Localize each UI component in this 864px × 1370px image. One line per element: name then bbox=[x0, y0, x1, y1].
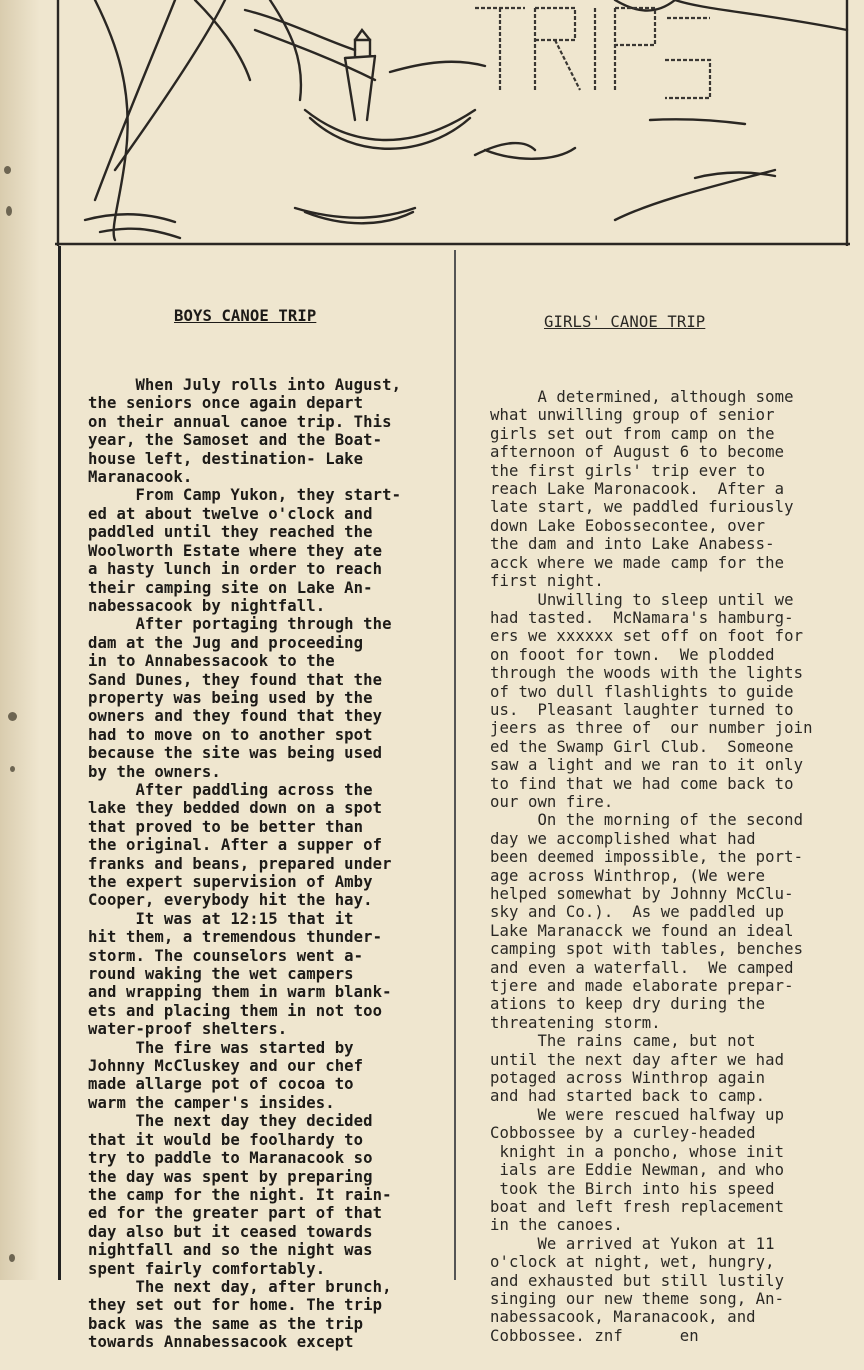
boys-canoe-trip-article bbox=[88, 270, 448, 1370]
boys-line: After portaging through the bbox=[88, 615, 392, 634]
boys-line: Sand Dunes, they found that the bbox=[88, 670, 383, 689]
girls-line: down Lake Eobossecontee, over bbox=[490, 516, 766, 535]
girls-line: on fooot for town. We plodded bbox=[490, 645, 775, 664]
boys-line: The next day, after brunch, bbox=[88, 1277, 392, 1296]
punch-mark bbox=[8, 712, 17, 721]
header-illustration bbox=[55, 0, 850, 246]
boys-line: day also but it ceased towards bbox=[88, 1222, 373, 1241]
boys-line: property was being used by the bbox=[88, 688, 373, 707]
boys-line: paddled until they reached the bbox=[88, 523, 373, 542]
boys-line: lake they bedded down on a spot bbox=[88, 799, 383, 818]
girls-line: what unwilling group of senior bbox=[490, 406, 775, 425]
boys-line: Woolworth Estate where they ate bbox=[88, 541, 383, 560]
boys-line: The next day they decided bbox=[88, 1112, 373, 1131]
girls-line: first night. bbox=[490, 572, 604, 591]
girls-line: The rains came, but not bbox=[490, 1032, 756, 1051]
girls-line: A determined, although some bbox=[490, 388, 794, 407]
boys-line: by the owners. bbox=[88, 762, 221, 781]
girls-line: to find that we had come back to bbox=[490, 774, 794, 793]
boys-line: dam at the Jug and proceeding bbox=[88, 633, 364, 652]
girls-line: day we accomplished what had bbox=[490, 829, 756, 848]
girls-line: through the woods with the lights bbox=[490, 664, 804, 683]
girls-line: ations to keep dry during the bbox=[490, 995, 766, 1014]
frame-left-border bbox=[58, 246, 61, 1280]
girls-line: age across Winthrop, (We were bbox=[490, 866, 766, 885]
boys-line: on their annual canoe trip. This bbox=[88, 412, 392, 431]
boys-line: It was at 12:15 that it bbox=[88, 909, 354, 928]
boys-line: When July rolls into August, bbox=[88, 376, 402, 395]
girls-line: ials are Eddie Newman, and who bbox=[490, 1161, 785, 1180]
girls-line: Lake Maranacck we found an ideal bbox=[490, 921, 794, 940]
girls-line: knight in a poncho, whose init bbox=[490, 1142, 785, 1161]
girls-line: o'clock at night, wet, hungry, bbox=[490, 1253, 775, 1272]
page-left-edge bbox=[0, 0, 40, 1280]
header-banner-word: TRIPS bbox=[485, 60, 488, 61]
girls-canoe-trip-title: GIRLS' CANOE TRIP bbox=[544, 312, 706, 331]
boys-canoe-trip-body bbox=[88, 376, 448, 1352]
girls-line: jeers as three of our number join bbox=[490, 719, 813, 738]
girls-line: We arrived at Yukon at 11 bbox=[490, 1234, 775, 1253]
girls-line: had tasted. McNamara's hamburg- bbox=[490, 608, 794, 627]
boys-line: towards Annabessacook except bbox=[88, 1333, 354, 1352]
girls-line: until the next day after we had bbox=[490, 1050, 785, 1069]
girls-line: the dam and into Lake Anabess- bbox=[490, 535, 775, 554]
boys-line: the day was spent by preparing bbox=[88, 1167, 373, 1186]
girls-line: ed the Swamp Girl Club. Someone bbox=[490, 737, 794, 756]
girls-line: Unwilling to sleep until we bbox=[490, 590, 794, 609]
boys-line: back was the same as the trip bbox=[88, 1314, 364, 1333]
boys-line: hit them, a tremendous thunder- bbox=[88, 928, 383, 947]
boys-line: a hasty lunch in order to reach bbox=[88, 560, 383, 579]
boys-line: in to Annabessacook to the bbox=[88, 652, 335, 671]
boys-line: made allarge pot of cocoa to bbox=[88, 1075, 354, 1094]
boys-line: From Camp Yukon, they start- bbox=[88, 486, 402, 505]
boys-line: the camp for the night. It rain- bbox=[88, 1185, 392, 1204]
girls-line: of two dull flashlights to guide bbox=[490, 682, 794, 701]
boys-line: nightfall and so the night was bbox=[88, 1241, 373, 1260]
boys-line: owners and they found that they bbox=[88, 707, 383, 726]
punch-mark bbox=[9, 1254, 15, 1262]
girls-line: tjere and made elaborate prepar- bbox=[490, 977, 794, 996]
boys-line: they set out for home. The trip bbox=[88, 1296, 383, 1315]
girls-canoe-trip-article bbox=[490, 276, 850, 1364]
girls-canoe-trip-body bbox=[490, 388, 850, 1345]
girls-line: late start, we paddled furiously bbox=[490, 498, 794, 517]
boys-line: the seniors once again depart bbox=[88, 394, 364, 413]
girls-line: On the morning of the second bbox=[490, 811, 804, 830]
boys-line: ed for the greater part of that bbox=[88, 1204, 383, 1223]
boys-line: house left, destination- Lake bbox=[88, 449, 364, 468]
boys-line: because the site was being used bbox=[88, 744, 383, 763]
boys-line: The fire was started by bbox=[88, 1038, 354, 1057]
boys-line: spent fairly comfortably. bbox=[88, 1259, 326, 1278]
girls-line: threatening storm. bbox=[490, 1013, 661, 1032]
girls-line: girls set out from camp on the bbox=[490, 424, 775, 443]
girls-line: boat and left fresh replacement bbox=[490, 1197, 785, 1216]
punch-mark bbox=[10, 766, 15, 772]
girls-line: and had started back to camp. bbox=[490, 1087, 766, 1106]
girls-line: singing our new theme song, An- bbox=[490, 1289, 785, 1308]
boys-line: year, the Samoset and the Boat- bbox=[88, 431, 383, 450]
boys-line: that proved to be better than bbox=[88, 817, 364, 836]
girls-line: sky and Co.). As we paddled up bbox=[490, 903, 785, 922]
boys-line: storm. The counselors went a- bbox=[88, 946, 364, 965]
girls-line: nabessacook, Maranacook, and bbox=[490, 1308, 756, 1327]
girls-line: and even a waterfall. We camped bbox=[490, 958, 794, 977]
boys-line: try to paddle to Maranacook so bbox=[88, 1149, 373, 1168]
punch-mark bbox=[6, 206, 12, 216]
girls-line: ers we xxxxxx set off on foot for bbox=[490, 627, 804, 646]
girls-line: potaged across Winthrop again bbox=[490, 1069, 766, 1088]
boys-line: water-proof shelters. bbox=[88, 1020, 288, 1039]
boys-line: ets and placing them in not too bbox=[88, 1001, 383, 1020]
boys-line: their camping site on Lake An- bbox=[88, 578, 373, 597]
girls-line: in the canoes. bbox=[490, 1216, 623, 1235]
boys-line: round waking the wet campers bbox=[88, 965, 354, 984]
girls-line: the first girls' trip ever to bbox=[490, 461, 766, 480]
girls-line: We were rescued halfway up bbox=[490, 1105, 785, 1124]
boys-canoe-trip-title: BOYS CANOE TRIP bbox=[174, 306, 317, 325]
boys-line: After paddling across the bbox=[88, 780, 373, 799]
punch-mark bbox=[4, 166, 11, 174]
girls-line: us. Pleasant laughter turned to bbox=[490, 700, 794, 719]
girls-line: and exhausted but still lustily bbox=[490, 1271, 785, 1290]
boys-line: the original. After a supper of bbox=[88, 836, 383, 855]
boys-line: and wrapping them in warm blank- bbox=[88, 983, 392, 1002]
boys-line: franks and beans, prepared under bbox=[88, 854, 392, 873]
girls-line: reach Lake Maronacook. After a bbox=[490, 480, 785, 499]
girls-line: our own fire. bbox=[490, 792, 614, 811]
boys-line: ed at about twelve o'clock and bbox=[88, 504, 373, 523]
boys-line: nabessacook by nightfall. bbox=[88, 596, 326, 615]
girls-line: camping spot with tables, benches bbox=[490, 940, 804, 959]
boys-line: that it would be foolhardy to bbox=[88, 1130, 364, 1149]
girls-line: Cobbossee. znf en bbox=[490, 1326, 699, 1345]
girls-line: Cobbossee by a curley-headed bbox=[490, 1124, 756, 1143]
girls-line: saw a light and we ran to it only bbox=[490, 756, 804, 775]
boys-line: warm the camper's insides. bbox=[88, 1093, 335, 1112]
boys-line: Maranacook. bbox=[88, 468, 193, 487]
girls-line: been deemed impossible, the port- bbox=[490, 848, 804, 867]
boys-line: the expert supervision of Amby bbox=[88, 873, 373, 891]
girls-line: afternoon of August 6 to become bbox=[490, 443, 785, 462]
column-divider bbox=[454, 250, 456, 1280]
boys-line: had to move on to another spot bbox=[88, 725, 373, 744]
girls-line: helped somewhat by Johnny McClu- bbox=[490, 885, 794, 903]
boys-line: Johnny McCluskey and our chef bbox=[88, 1057, 364, 1076]
girls-line: acck where we made camp for the bbox=[490, 553, 785, 572]
girls-line: took the Birch into his speed bbox=[490, 1179, 775, 1198]
boys-line: Cooper, everybody hit the hay. bbox=[88, 891, 373, 910]
